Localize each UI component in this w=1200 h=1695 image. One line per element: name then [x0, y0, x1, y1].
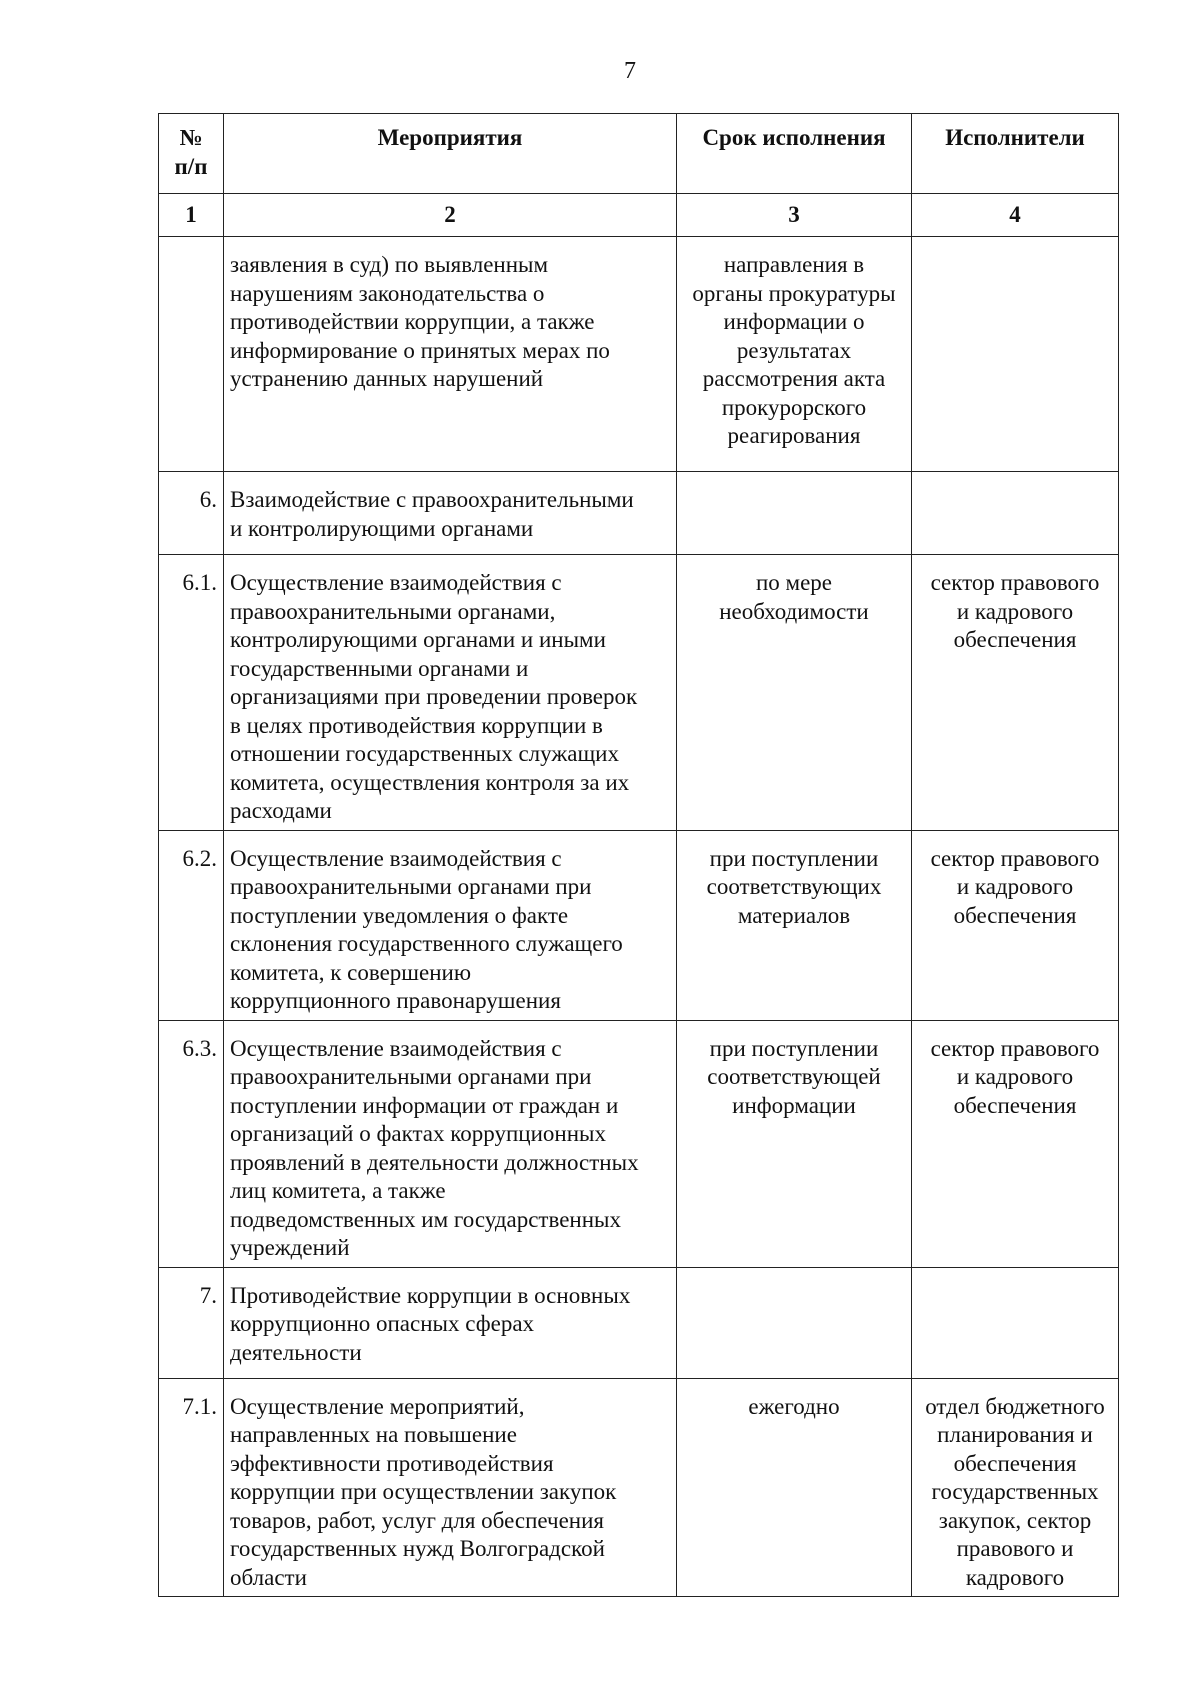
executors-cell-line: сектор правового	[930, 570, 1100, 595]
executors-cell	[912, 555, 1119, 831]
executors-cell-line: сектор правового	[930, 845, 1100, 871]
activity-cell-line: государственных нужд Волгоградской	[230, 1536, 605, 1561]
activity-cell	[224, 830, 677, 1020]
activity-cell-line: склонения государственного служащего	[230, 931, 623, 956]
activity-cell-line: учреждений	[230, 1235, 350, 1260]
activity-cell-line: устранению данных нарушений	[230, 366, 544, 391]
deadline-cell-line: результатах	[736, 337, 852, 363]
activity-cell-line: нарушениям законодательства о	[230, 280, 545, 306]
deadline-cell	[677, 830, 912, 1020]
table-row	[159, 555, 1119, 831]
table-row	[159, 830, 1119, 1020]
activity-cell	[224, 472, 677, 555]
executors-cell	[912, 830, 1119, 1020]
deadline-cell-line: при поступлении	[709, 1035, 879, 1061]
activity-cell	[224, 1267, 677, 1378]
activity-cell-line: подведомственных им государственных	[230, 1206, 621, 1232]
activity-cell-line: Осуществление мероприятий,	[230, 1393, 525, 1419]
deadline-cell	[677, 1378, 912, 1597]
activity-cell-line: Осуществление взаимодействия с	[230, 570, 562, 595]
table-row	[159, 1267, 1119, 1378]
column-index-row	[159, 194, 1119, 237]
deadline-cell-line: реагирования	[727, 423, 861, 448]
activity-cell	[224, 555, 677, 831]
deadline-cell-line: информации	[732, 1092, 856, 1118]
executors-cell-line: обеспечения	[953, 902, 1077, 928]
executors-cell-line: кадрового	[965, 1564, 1065, 1590]
executors-cell-line: правового и	[956, 1536, 1074, 1561]
activity-cell-line: контролирующими органами и иными	[230, 627, 606, 652]
activity-cell-line: Взаимодействие с правоохранительными	[230, 487, 634, 512]
executors-cell	[912, 1267, 1119, 1378]
activity-cell	[224, 1378, 677, 1597]
activity-cell-line: эффективности противодействия	[230, 1450, 554, 1476]
column-index: 4	[912, 194, 1119, 237]
activity-cell-line: лиц комитета, а также	[230, 1178, 446, 1203]
activity-cell-line: и контролирующими органами	[230, 515, 534, 541]
activity-cell-line: расходами	[230, 798, 332, 823]
deadline-cell-line: прокурорского	[721, 394, 867, 420]
row-number: 7.	[159, 1267, 224, 1378]
activity-cell-line: Осуществление взаимодействия с	[230, 1035, 562, 1061]
activity-cell-line: в целях противодействия коррупции в	[230, 712, 603, 738]
activity-cell-line: правоохранительными органами при	[230, 874, 592, 899]
executors-cell-line: государственных	[931, 1479, 1099, 1504]
deadline-cell-line: ежегодно	[748, 1393, 840, 1419]
activity-cell	[224, 237, 677, 472]
activity-cell-line: комитета, к совершению	[230, 959, 472, 985]
deadline-cell	[677, 472, 912, 555]
row-number: 6.3.	[159, 1020, 224, 1267]
executors-cell	[912, 1378, 1119, 1597]
row-number: 6.1.	[159, 555, 224, 831]
activity-cell-line: деятельности	[230, 1339, 362, 1365]
header-number	[159, 114, 224, 194]
activity-cell-line: государственными органами и	[230, 655, 529, 681]
row-number: 7.1.	[159, 1378, 224, 1597]
executors-cell-line: сектор правового	[930, 1035, 1100, 1061]
deadline-cell-line: направления в	[723, 252, 865, 277]
executors-cell-line: обеспечения	[953, 627, 1077, 652]
activity-cell-line: коррупционного правонарушения	[230, 988, 561, 1013]
activity-cell-line: правоохранительными органами,	[230, 598, 556, 624]
header-executors: Исполнители	[912, 114, 1119, 194]
activity-cell-line: отношении государственных служащих	[230, 741, 619, 766]
deadline-cell-line: органы прокуратуры	[692, 280, 896, 306]
activity-cell-line: информирование о принятых мерах по	[230, 337, 610, 363]
activity-cell-line: поступлении уведомления о факте	[230, 902, 569, 928]
executors-cell-line: отдел бюджетного	[925, 1393, 1105, 1419]
executors-cell-line: обеспечения	[953, 1092, 1077, 1118]
deadline-cell	[677, 237, 912, 472]
executors-cell	[912, 1020, 1119, 1267]
activity-cell-line: комитета, осуществления контроля за их	[230, 769, 630, 795]
table-row	[159, 237, 1119, 472]
activity-cell-line: Противодействие коррупции в основных	[230, 1282, 631, 1308]
activity-cell-line: проявлений в деятельности должностных	[230, 1149, 639, 1175]
column-index: 2	[224, 194, 677, 237]
executors-cell-line: и кадрового	[956, 874, 1074, 899]
activity-cell-line: области	[230, 1564, 307, 1590]
executors-cell	[912, 472, 1119, 555]
row-number: 6.2.	[159, 830, 224, 1020]
activity-cell-line: организациями при проведении проверок	[230, 684, 638, 709]
executors-cell-line: планирования и	[937, 1422, 1093, 1447]
executors-cell-line: и кадрового	[956, 598, 1074, 624]
row-number	[159, 237, 224, 472]
table-row	[159, 1020, 1119, 1267]
table-row	[159, 1378, 1119, 1597]
table-row	[159, 472, 1119, 555]
deadline-cell-line: соответствующей	[707, 1064, 881, 1089]
deadline-cell-line: при поступлении	[709, 845, 879, 871]
page-number: 7	[624, 58, 636, 84]
plan-table	[158, 113, 1119, 1597]
deadline-cell	[677, 555, 912, 831]
header-row	[159, 114, 1119, 194]
activity-cell-line: коррупции при осуществлении закупок	[230, 1479, 617, 1504]
executors-cell-line: закупок, сектор	[938, 1507, 1092, 1533]
column-index: 1	[159, 194, 224, 237]
activity-cell	[224, 1020, 677, 1267]
header-number-line: п/п	[174, 153, 208, 179]
deadline-cell-line: соответствующих	[706, 874, 882, 899]
executors-cell	[912, 237, 1119, 472]
header-deadline: Срок исполнения	[677, 114, 912, 194]
activity-cell-line: коррупционно опасных сферах	[230, 1311, 535, 1336]
deadline-cell-line: необходимости	[719, 598, 869, 624]
header-activities: Мероприятия	[224, 114, 677, 194]
executors-cell-line: и кадрового	[956, 1064, 1074, 1089]
deadline-cell-line: рассмотрения акта	[702, 366, 886, 391]
deadline-cell	[677, 1020, 912, 1267]
deadline-cell-line: по мере	[755, 570, 833, 595]
activity-cell-line: заявления в суд) по выявленным	[230, 252, 549, 277]
column-index: 3	[677, 194, 912, 237]
deadline-cell-line: материалов	[737, 902, 851, 928]
activity-cell-line: Осуществление взаимодействия с	[230, 845, 562, 871]
activity-cell-line: поступлении информации от граждан и	[230, 1092, 619, 1118]
executors-cell-line: обеспечения	[953, 1450, 1077, 1476]
row-number: 6.	[159, 472, 224, 555]
deadline-cell	[677, 1267, 912, 1378]
activity-cell-line: противодействии коррупции, а также	[230, 309, 595, 334]
deadline-cell-line: информации о	[723, 309, 865, 334]
activity-cell-line: товаров, работ, услуг для обеспечения	[230, 1507, 604, 1533]
activity-cell-line: направленных на повышение	[230, 1422, 517, 1447]
header-number-line: №	[179, 125, 203, 150]
activity-cell-line: правоохранительными органами при	[230, 1064, 592, 1089]
activity-cell-line: организаций о фактах коррупционных	[230, 1121, 606, 1146]
